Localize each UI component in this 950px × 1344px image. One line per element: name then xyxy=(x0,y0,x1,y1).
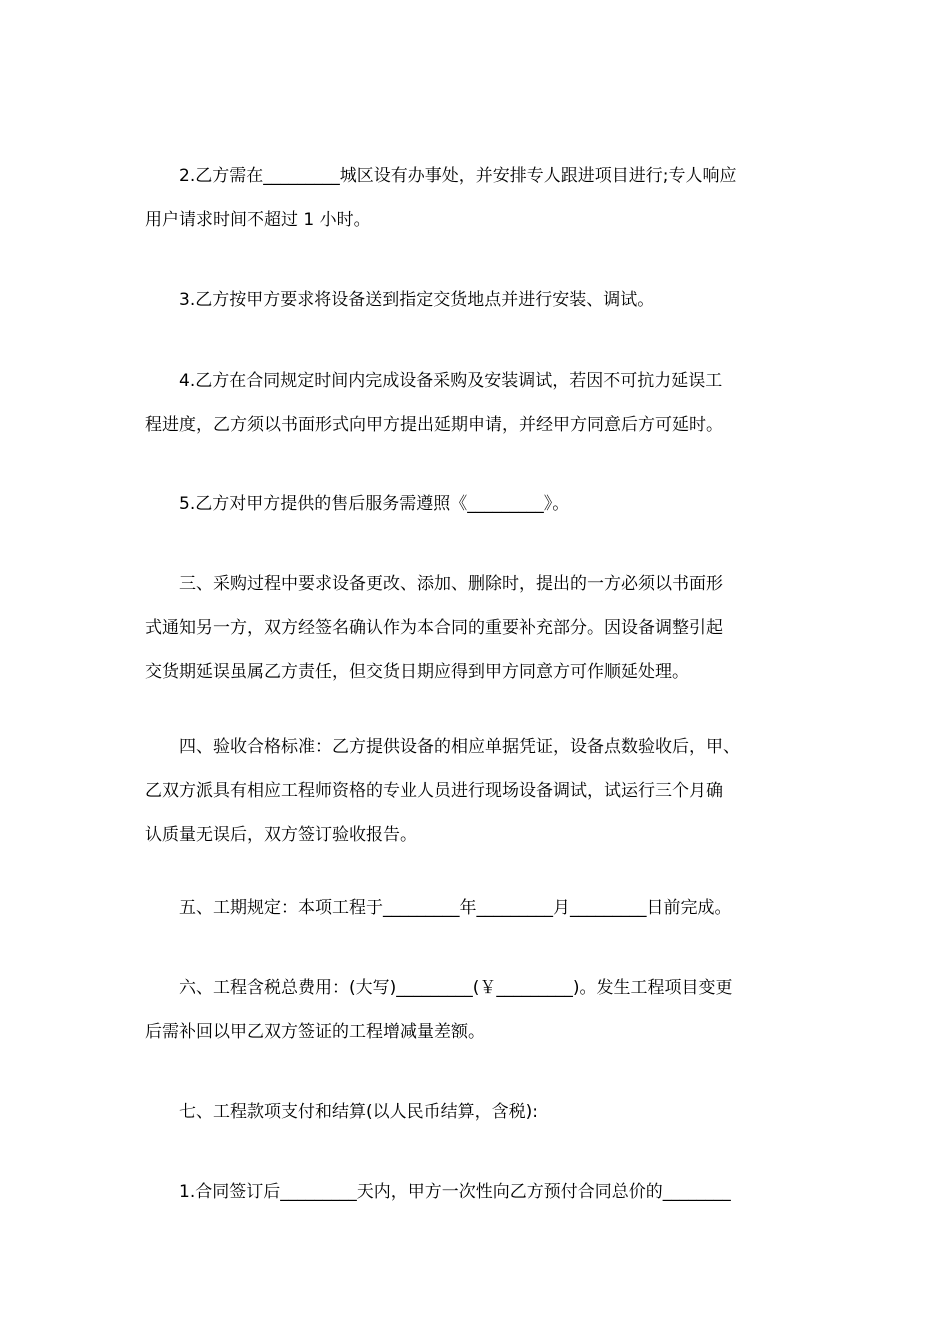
clause-4-completion-deadline xyxy=(145,359,815,447)
paragraph-line: 后需补回以甲乙双方签证的工程增减量差额。 xyxy=(145,1022,485,1042)
clause-5-after-sales-service xyxy=(145,482,815,526)
paragraph-line: 4.乙方在合同规定时间内完成设备采购及安装调试，若因不可抗力延误工 xyxy=(179,371,723,391)
paragraph-line: 1.合同签订后_________天内，甲方一次性向乙方预付合同总价的________ xyxy=(179,1182,731,1202)
paragraph-line: 程进度，乙方须以书面形式向甲方提出延期申请，并经甲方同意后方可延时。 xyxy=(145,415,723,435)
clause-2-office-requirement xyxy=(145,154,815,242)
paragraph-line: 七、工程款项支付和结算(以人民币结算，含税): xyxy=(179,1102,538,1122)
paragraph-line: 交货期延误虽属乙方责任，但交货日期应得到甲方同意方可作顺延处理。 xyxy=(145,662,689,682)
clause-3-delivery-installation xyxy=(145,278,815,322)
paragraph-line: 3.乙方按甲方要求将设备送到指定交货地点并进行安装、调试。 xyxy=(179,290,655,310)
paragraph-line: 四、验收合格标准：乙方提供设备的相应单据凭证，设备点数验收后，甲、 xyxy=(179,737,740,757)
paragraph-line: 用户请求时间不超过 1 小时。 xyxy=(145,210,371,230)
payment-clause-1-advance xyxy=(145,1170,815,1214)
paragraph-line: 六、工程含税总费用：(大写)_________(￥_________)。发生工程项目变更 xyxy=(179,978,733,998)
paragraph-line: 五、工期规定：本项工程于_________年_________月_________日前完成。 xyxy=(179,898,732,918)
paragraph-line: 式通知另一方，双方经签名确认作为本合同的重要补充部分。因设备调整引起 xyxy=(145,618,723,638)
section-7-payment-settlement xyxy=(145,1090,815,1134)
section-5-schedule xyxy=(145,886,815,930)
paragraph-line: 乙双方派具有相应工程师资格的专业人员进行现场设备调试，试运行三个月确 xyxy=(145,781,723,801)
section-3-equipment-changes xyxy=(145,562,815,694)
paragraph-line: 三、采购过程中要求设备更改、添加、删除时，提出的一方必须以书面形 xyxy=(179,574,723,594)
section-6-total-cost xyxy=(145,966,815,1054)
paragraph-line: 5.乙方对甲方提供的售后服务需遵照《_________》。 xyxy=(179,494,570,514)
paragraph-line: 认质量无误后，双方签订验收报告。 xyxy=(145,825,417,845)
paragraph-line: 2.乙方需在_________城区设有办事处，并安排专人跟进项目进行;专人响应 xyxy=(179,166,737,186)
section-4-acceptance-standard xyxy=(145,725,815,857)
